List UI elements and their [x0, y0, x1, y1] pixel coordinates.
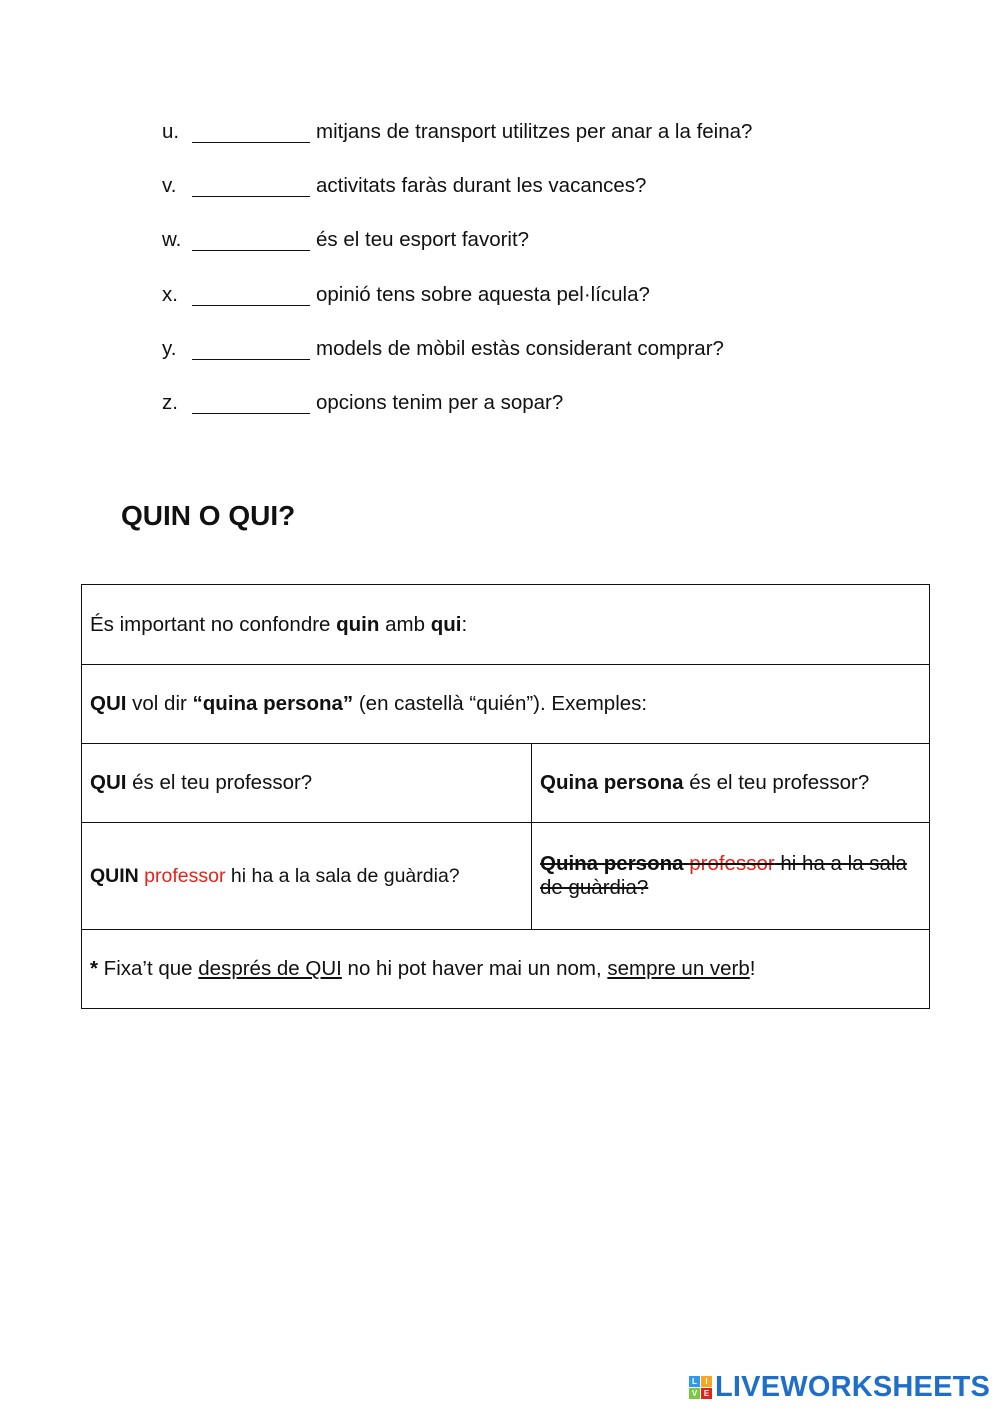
cell-text: És important no confondre [90, 612, 337, 636]
exercise-item-w [162, 228, 752, 282]
answer-blank[interactable] [192, 228, 310, 251]
cell-text: és el teu professor? [683, 771, 870, 794]
table-row [82, 665, 930, 744]
item-letter: x. [162, 282, 178, 306]
item-letter: u. [162, 120, 180, 143]
item-text: opinió tens sobre aquesta pel·lícula? [316, 282, 650, 306]
exercise-item-u [162, 120, 752, 174]
cell-text: amb [379, 612, 431, 636]
exercise-item-v [162, 174, 752, 228]
meaning-phrase: “quina persona” [192, 692, 354, 715]
underlined-text: sempre un verb [607, 957, 750, 980]
example-cell-left [82, 744, 532, 823]
example-cell-left [82, 823, 532, 930]
cell-text: (en castellà “quién”). Exemples: [353, 692, 648, 715]
cell-text: : [461, 612, 468, 636]
answer-blank[interactable] [192, 120, 310, 143]
keyword-quina-persona: Quina persona [540, 852, 684, 875]
answer-blank[interactable] [192, 283, 310, 306]
example-cell-right [532, 744, 930, 823]
cell-text: hi ha a la sala de guàrdia? [225, 864, 460, 887]
example-cell-right-crossed [532, 823, 930, 930]
cell-text: no hi pot haver mai un nom, [341, 957, 608, 980]
cell-text: Fixa’t que [97, 957, 199, 980]
keyword-quin: QUIN [90, 864, 139, 887]
rules-table [81, 584, 930, 1009]
icon-letter: I [701, 1376, 712, 1387]
item-text: opcions tenim per a sopar? [316, 390, 564, 414]
exercise-item-x [162, 283, 752, 337]
cell-text: vol dir [126, 692, 193, 715]
cell-text: és el teu professor? [126, 771, 313, 794]
item-letter: y. [162, 336, 177, 360]
keyword-quin: quin [336, 612, 380, 636]
item-text: mitjans de transport utilitzes per anar a la feina? [316, 120, 753, 143]
icon-letter: E [701, 1388, 712, 1399]
answer-blank[interactable] [192, 337, 310, 360]
exercise-list [162, 120, 752, 445]
exercise-item-y [162, 337, 752, 391]
icon-letter: L [689, 1376, 700, 1387]
table-row [82, 585, 930, 665]
asterisk: * [90, 957, 98, 980]
table-row [82, 744, 930, 823]
cell-text: ! [749, 957, 756, 980]
liveworksheets-logo [689, 1371, 990, 1403]
cell-text: hi ha a la sala de guàrdia? [540, 852, 907, 899]
answer-blank[interactable] [192, 391, 310, 414]
table-row [82, 823, 930, 930]
icon-letter: V [689, 1388, 700, 1399]
item-letter: z. [162, 390, 178, 414]
definition-cell [82, 665, 930, 744]
table-row [82, 930, 930, 1009]
intro-cell [82, 585, 930, 665]
keyword-quina-persona: Quina persona [540, 771, 684, 794]
item-text: és el teu esport favorit? [316, 228, 530, 252]
underlined-text: després de QUI [198, 957, 342, 980]
noun-highlight: professor [689, 852, 775, 875]
answer-blank[interactable] [192, 174, 310, 197]
note-cell [82, 930, 930, 1009]
keyword-qui: QUI [90, 692, 127, 715]
keyword-qui: QUI [90, 771, 127, 794]
liveworksheets-icon [689, 1376, 712, 1399]
keyword-qui: qui [430, 612, 462, 636]
item-letter: w. [162, 228, 182, 252]
item-letter: v. [162, 174, 177, 198]
item-text: models de mòbil estàs considerant comprar? [316, 336, 724, 360]
item-text: activitats faràs durant les vacances? [316, 174, 647, 198]
brand-name: LIVEWORKSHEETS [715, 1370, 991, 1403]
exercise-item-z [162, 391, 752, 445]
noun-highlight: professor [144, 864, 226, 887]
section-title: QUIN O QUI? [121, 500, 296, 531]
